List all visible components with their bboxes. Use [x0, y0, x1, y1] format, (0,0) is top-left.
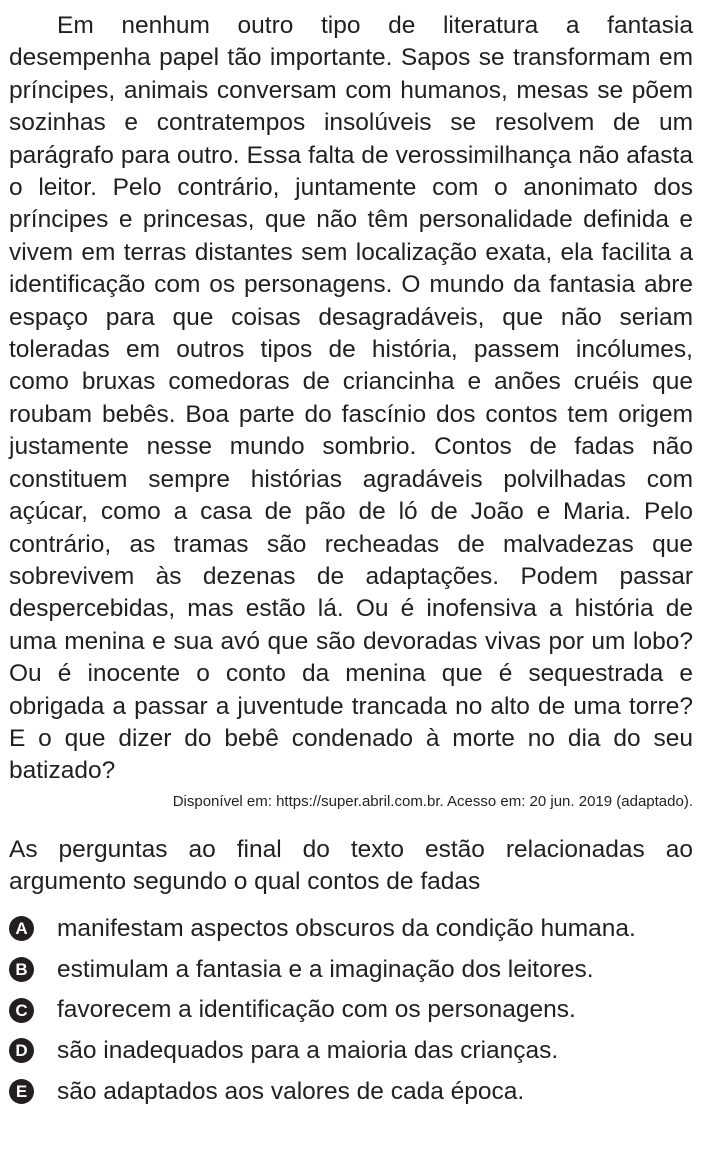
option-c-text: favorecem a identificação com os personagens.: [57, 996, 576, 1024]
answer-options: [9, 909, 693, 1112]
source-citation: Disponível em: https://super.abril.com.br. Acesso em: 20 jun. 2019 (adaptado).: [172, 792, 693, 810]
option-a-badge: A: [9, 916, 34, 941]
option-e-text: são adaptados aos valores de cada época.: [57, 1077, 525, 1105]
option-a[interactable]: [9, 909, 693, 950]
option-e[interactable]: [9, 1071, 693, 1112]
option-d-badge: D: [9, 1038, 34, 1063]
option-b-badge: B: [9, 957, 34, 982]
option-c[interactable]: [9, 990, 693, 1031]
option-d-text: são inadequados para a maioria das crianças.: [57, 1036, 559, 1064]
passage-text: Em nenhum outro tipo de literatura a fantasia desempenha papel tão importante. Sapos se transformam em príncipes, animais conversam com humanos, mesas se põem sozinhas e contratempos insolúveis se resolvem de um parágrafo para outro. Essa falta de verossimilhança não afasta o leitor. Pelo contrário, juntamente com o anonimato dos príncipes e princesas, que não têm personalidade definida e vivem em terras distantes sem localização exata, ela facilita a identificação com os personagens. O mundo da fantasia abre espaço para que coisas desagradáveis, que não seriam toleradas em outros tipos de história, passem incólumes, como bruxas comedoras de criancinha e anões cruéis que roubam bebês. Boa parte do fascínio dos contos tem origem justamente nesse mundo sombrio. Contos de fadas não constituem sempre histórias agradáveis polvilhadas com açúcar, como a casa de pão de ló de João e Maria. Pelo contrário, as tramas são recheadas de malvadezas que sobrevivem às dezenas de adaptações. Podem passar despercebidas, mas estão lá. Ou é inofensiva a história de uma menina e sua avó que são devoradas vivas por um lobo? Ou é inocente o conto da menina que é sequestrada e obrigada a passar a juventude trancada no alto de uma torre? E o que dizer do bebê condenado à morte no dia do seu batizado?: [9, 12, 693, 785]
option-b-text: estimulam a fantasia e a imaginação dos leitores.: [57, 955, 594, 983]
option-a-text: manifestam aspectos obscuros da condição humana.: [57, 914, 636, 942]
option-d[interactable]: [9, 1031, 693, 1072]
option-c-badge: C: [9, 998, 34, 1023]
option-b[interactable]: [9, 949, 693, 990]
option-e-badge: E: [9, 1079, 34, 1104]
question-prompt: As perguntas ao final do texto estão relacionadas ao argumento segundo o qual contos de fadas: [9, 835, 693, 896]
